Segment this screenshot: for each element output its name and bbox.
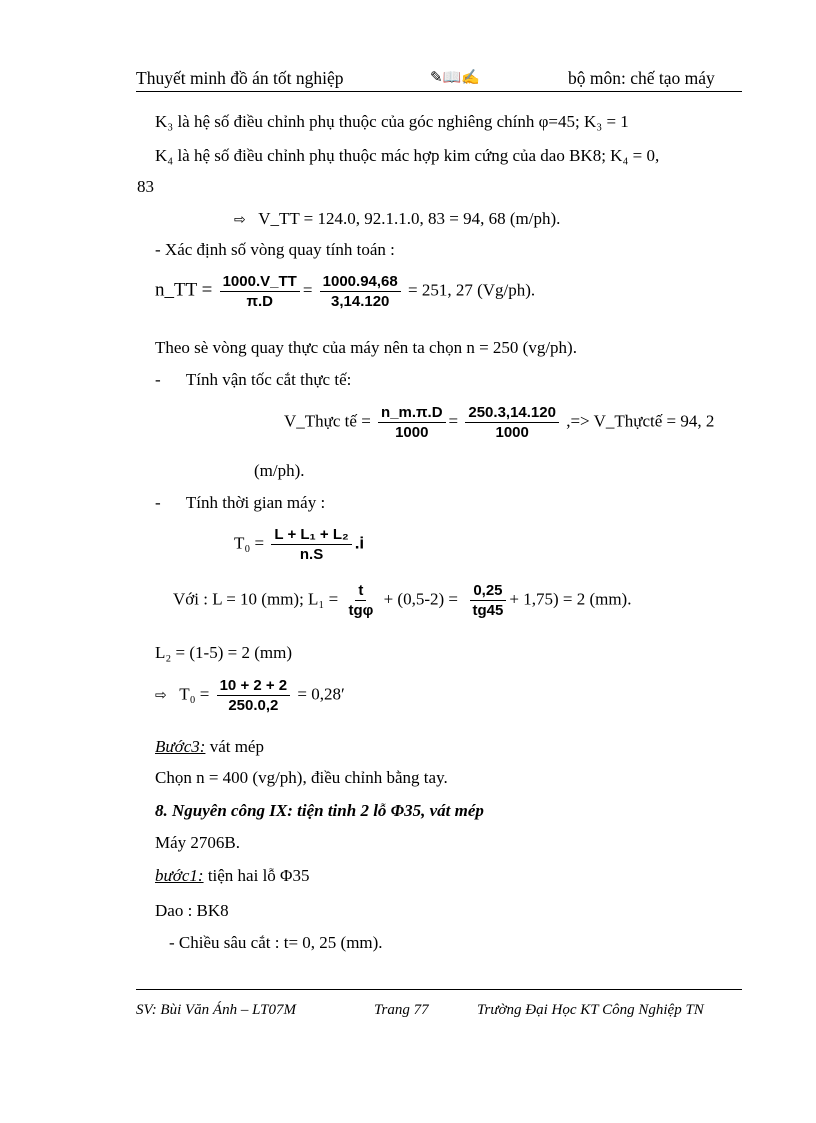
t0-calc [155,676,345,715]
tinh-vantoc-line [155,370,351,390]
ntt-formula: n_TT = $\frac{1000.V\_TT}{\pi.D}$ = $\frac{1000.94,68}{3,14.120}$ = 251, 27 (Vg/ph). [155,273,536,310]
t0-num: L + L₁ + L₂ [271,525,351,545]
chon-n-line: Chọn n = 400 (vg/ph), điều chỉnh bằng tay. [155,768,448,787]
buoc3-text: vát mép [205,737,264,756]
k3-line: K₃ là hệ số điều chỉnh phụ thuộc của góc nghiêng chính φ=45; K₃ = 1 [155,112,629,131]
ntt-fraction-2 [320,272,401,311]
ntt-f2-den: 3,14.120 [331,293,390,310]
bullet-dash: - [155,370,161,389]
k4-continuation: 83 [137,177,154,196]
buoc1-text: tiện hai lỗ Φ35 [203,866,310,885]
tinh-thoigian-text: Tính thời gian máy : [185,493,326,512]
voi-line [173,581,631,620]
tinh-vantoc-text: Tính vận tốc cắt thực tế: [185,370,352,389]
voi-f1-num: t [355,581,366,601]
ntt-fraction-1 [220,272,300,311]
vthucte-formula: V_Thực tế = $\frac{n\_m.\pi.D}{1000}$ = $\frac{250.3,14.120}{1000}$ ,=> V_Thựctế = 94, 2 [284,404,715,441]
footer-rule [136,989,742,990]
tinh-thoigian-line [155,493,325,513]
t0-formula [234,525,364,564]
ntt-f1-num: 1000.V_TT [220,272,300,292]
header-rule [136,91,742,92]
arrow-right-icon: ⇨ [234,212,246,228]
voi-f2-num: 0,25 [470,581,505,601]
voi-end: + 1,75) = 2 (mm). [509,589,632,609]
buoc3-label: Bước3: [155,737,206,756]
k4-line: K₄ là hệ số điều chỉnh phụ thuộc mác hợp kim cứng của dao BK8; K₄ = 0, [155,146,660,165]
ntt-f1-den: π.D [246,293,273,310]
may-line: Máy 2706B. [155,833,240,852]
voi-fraction-2 [470,581,507,620]
vthucte-fraction-2 [465,403,559,442]
arrow-right-icon: ⇨ [155,687,167,704]
footer-student: SV: Bùi Văn Ánh – LT07M [136,1002,296,1018]
voi-prefix: Với : L = 10 (mm); L₁ = [173,589,339,609]
vthucte-f1-den: 1000 [395,424,429,441]
t0-calc-fraction [217,676,291,715]
vtt-text: V_TT = 124.0, 92.1.1.0, 83 = 94, 68 (m/ph). [258,209,561,228]
voi-f2-den: tg45 [472,602,504,619]
t0-calc-den: 250.0,2 [228,697,279,714]
buoc1-label: bước1: [155,866,204,885]
t0-calc-label: T₀ = [179,684,210,704]
buoc1-line [155,866,309,886]
ntt-result: = 251, 27 (Vg/ph). [407,280,536,300]
ntt-f2-num: 1000.94,68 [320,272,401,292]
header-ornament-icon: ✎📖✍ [430,70,480,86]
t0-label: T₀ = [234,533,265,553]
ntt-label: n_TT = [155,279,213,301]
l2-line: L₂ = (1-5) = 2 (mm) [155,643,292,662]
t0-calc-result: = 0,28′ [297,684,345,704]
vthucte-result: ,=> V_Thựctế = 94, 2 [566,411,715,431]
voi-mid: + (0,5-2) = [383,589,459,609]
chieu-sau-line: - Chiều sâu cắt : t= 0, 25 (mm). [169,933,383,952]
xac-dinh-heading: - Xác định số vòng quay tính toán : [155,240,395,259]
voi-fraction-1 [345,581,376,620]
dao-line: Dao : BK8 [155,901,229,920]
vthucte-f2-den: 1000 [495,424,529,441]
t0-den: n.S [299,546,324,563]
header-department: bộ môn: chế tạo máy [568,68,715,88]
voi-f1-den: tgφ [348,602,374,619]
theo-line: Theo sè vòng quay thực của máy nên ta chọn n = 250 (vg/ph). [155,338,577,357]
vthucte-fraction-1 [378,403,446,442]
vthucte-f2-num: 250.3,14.120 [465,403,559,423]
vthucte-unit: (m/ph). [254,461,305,480]
vthucte-label: V_Thực tế = [284,411,371,431]
t0-fraction [271,525,351,564]
buoc3-line [155,737,264,757]
section-8-heading: 8. Nguyên công IX: tiện tinh 2 lỗ Φ35, vát mép [155,801,484,820]
footer-school: Trường Đại Học KT Công Nghiệp TN [477,1002,704,1018]
vthucte-f1-num: n_m.π.D [378,403,446,423]
t0-suffix: .i [354,533,365,553]
header-title: Thuyết minh đồ án tốt nghiệp [136,68,344,88]
footer-page-number: Trang 77 [374,1002,429,1018]
bullet-dash: - [155,493,161,512]
t0-calc-num: 10 + 2 + 2 [217,676,291,696]
vtt-line [234,209,560,229]
